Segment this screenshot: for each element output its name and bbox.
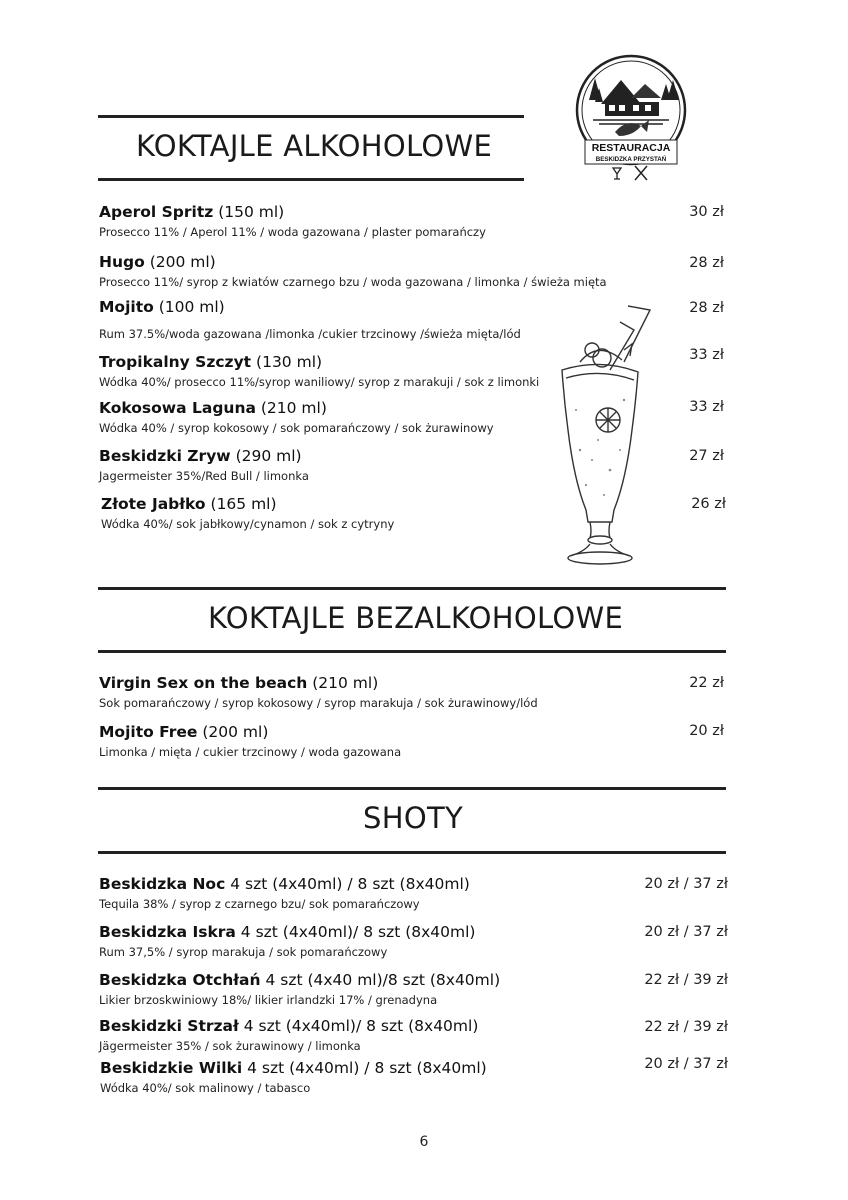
item-size: (165 ml) xyxy=(210,495,277,513)
item-size: (210 ml) xyxy=(312,674,379,692)
rule-bottom-nonalcoholic xyxy=(98,650,726,653)
item-size: (210 ml) xyxy=(260,399,327,417)
item-price: 22 zł / 39 zł xyxy=(644,1019,728,1035)
item-price: 20 zł / 37 zł xyxy=(644,1056,728,1072)
section-title-nonalcoholic: KOKTAJLE BEZALKOHOLOWE xyxy=(208,601,624,635)
rule-bottom-alcoholic xyxy=(98,178,524,181)
item-price: 28 zł xyxy=(689,255,724,271)
item-price: 20 zł / 37 zł xyxy=(644,924,728,940)
item-description: Wódka 40%/ sok jabłkowy/cynamon / sok z cytryny xyxy=(101,517,395,531)
item-description: Likier brzoskwiniowy 18%/ likier irlandzki 17% / grenadyna xyxy=(99,993,438,1007)
menu-item xyxy=(99,673,739,711)
menu-item xyxy=(99,252,739,290)
restaurant-logo xyxy=(575,52,687,186)
item-price: 28 zł xyxy=(689,300,724,316)
rule-top-alcoholic xyxy=(98,115,524,118)
item-size: (290 ml) xyxy=(235,447,302,465)
item-size: (130 ml) xyxy=(256,353,323,371)
item-description: Prosecco 11% / Aperol 11% / woda gazowana / plaster pomarańczy xyxy=(99,225,486,239)
item-size: (100 ml) xyxy=(158,298,225,316)
item-description: Prosecco 11%/ syrop z kwiatów czarnego bzu / woda gazowana / limonka / świeża mięta xyxy=(99,275,607,289)
item-price: 30 zł xyxy=(689,204,724,220)
item-size: 4 szt (4x40 ml)/8 szt (8x40ml) xyxy=(265,971,501,989)
item-price: 33 zł xyxy=(689,347,724,363)
section-title-shots: SHOTY xyxy=(363,801,463,835)
item-size: (200 ml) xyxy=(202,723,269,741)
rule-bottom-shots xyxy=(98,851,726,854)
rule-top-shots xyxy=(98,787,726,790)
item-size: 4 szt (4x40ml)/ 8 szt (8x40ml) xyxy=(243,1017,479,1035)
menu-item xyxy=(99,970,739,1008)
item-size: (200 ml) xyxy=(149,253,216,271)
item-size: 4 szt (4x40ml) / 8 szt (8x40ml) xyxy=(230,875,470,893)
item-description: Wódka 40%/ sok malinowy / tabasco xyxy=(100,1081,311,1095)
item-price: 33 zł xyxy=(689,399,724,415)
item-price: 27 zł xyxy=(689,448,724,464)
cocktail-glass-illustration xyxy=(540,300,660,570)
item-size: (150 ml) xyxy=(218,203,285,221)
item-name: Złote Jabłko xyxy=(101,495,206,513)
item-price: 20 zł / 37 zł xyxy=(644,876,728,892)
item-name: Beskidzka Otchłań xyxy=(99,971,261,989)
item-name: Beskidzkie Wilki xyxy=(100,1059,243,1077)
section-title-alcoholic: KOKTAJLE ALKOHOLOWE xyxy=(136,129,493,163)
item-price: 22 zł / 39 zł xyxy=(644,972,728,988)
item-description: Wódka 40%/ prosecco 11%/syrop waniliowy/ syrop z marakuji / sok z limonki xyxy=(99,375,540,389)
item-name: Beskidzki Zryw xyxy=(99,447,231,465)
logo-text-name: BESKIDZKA PRZYSTAŃ xyxy=(595,156,667,163)
menu-item xyxy=(99,722,739,760)
item-name: Mojito xyxy=(99,298,154,316)
rule-top-nonalcoholic xyxy=(98,587,726,590)
item-size: 4 szt (4x40ml) / 8 szt (8x40ml) xyxy=(247,1059,487,1077)
item-description: Jägermeister 35% / sok żurawinowy / limonka xyxy=(99,1039,361,1053)
item-name: Hugo xyxy=(99,253,145,271)
item-description: Wódka 40% / syrop kokosowy / sok pomarańczowy / sok żurawinowy xyxy=(99,421,494,435)
item-size: 4 szt (4x40ml)/ 8 szt (8x40ml) xyxy=(240,923,476,941)
page-number: 6 xyxy=(419,1134,429,1150)
menu-item xyxy=(99,922,739,960)
menu-item xyxy=(99,202,739,240)
item-price: 20 zł xyxy=(689,723,724,739)
item-name: Beskidzka Iskra xyxy=(99,923,236,941)
item-name: Virgin Sex on the beach xyxy=(99,674,308,692)
item-description: Rum 37.5%/woda gazowana /limonka /cukier trzcinowy /świeża mięta/lód xyxy=(99,327,521,341)
item-name: Beskidzka Noc xyxy=(99,875,226,893)
item-description: Tequila 38% / syrop z czarnego bzu/ sok pomarańczowy xyxy=(99,897,420,911)
item-name: Kokosowa Laguna xyxy=(99,399,256,417)
item-price: 22 zł xyxy=(689,675,724,691)
item-description: Jagermeister 35%/Red Bull / limonka xyxy=(99,469,309,483)
menu-item xyxy=(99,1016,739,1054)
item-name: Beskidzki Strzał xyxy=(99,1017,239,1035)
logo-text-restauracja: RESTAURACJA xyxy=(591,142,671,154)
item-name: Aperol Spritz xyxy=(99,203,214,221)
item-description: Limonka / mięta / cukier trzcinowy / woda gazowana xyxy=(99,745,402,759)
item-description: Sok pomarańczowy / syrop kokosowy / syrop marakuja / sok żurawinowy/lód xyxy=(99,696,538,710)
item-name: Tropikalny Szczyt xyxy=(99,353,252,371)
item-name: Mojito Free xyxy=(99,723,198,741)
menu-item xyxy=(99,874,739,912)
item-price: 26 zł xyxy=(691,496,726,512)
item-description: Rum 37,5% / syrop marakuja / sok pomarańczowy xyxy=(99,945,388,959)
